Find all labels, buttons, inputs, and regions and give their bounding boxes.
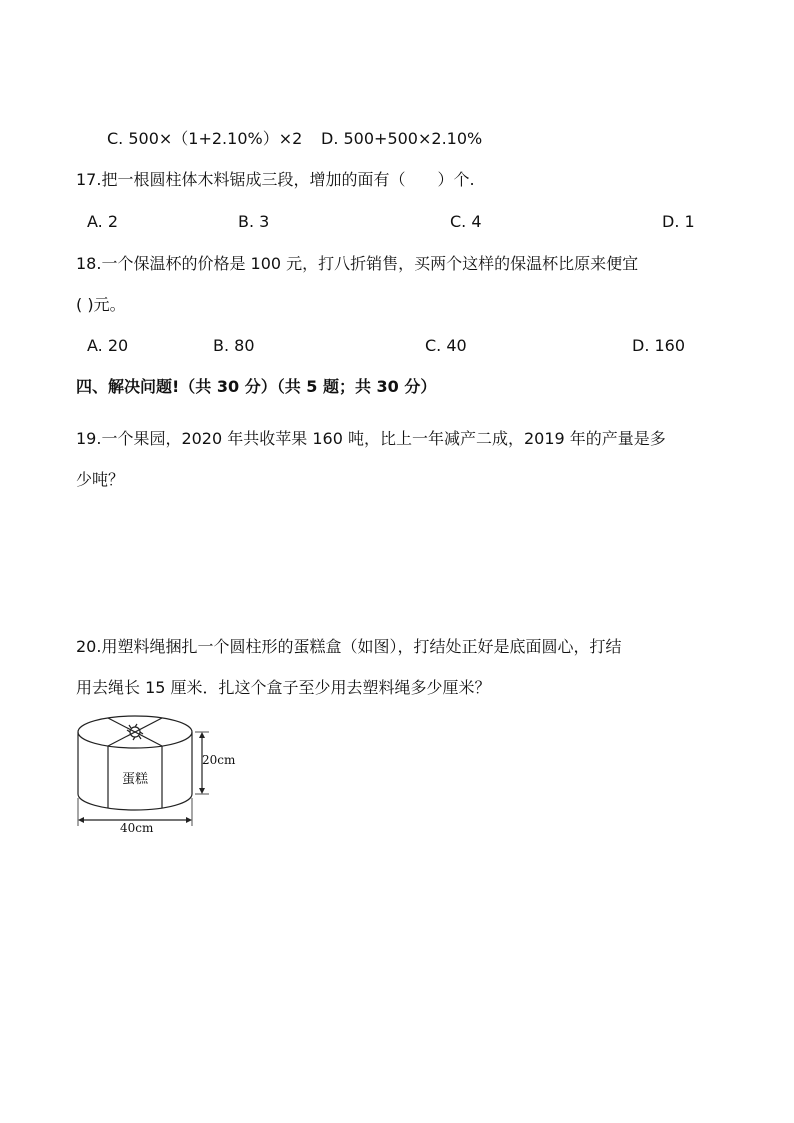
q16-option-d: D. 500+500×2.10% bbox=[321, 129, 483, 148]
cylinder-bottom-arc bbox=[78, 794, 192, 810]
section-heading: 四、解决问题!（共 30 分）（共 5 题；共 30 分） bbox=[76, 377, 437, 396]
diameter-label: 40cm bbox=[120, 821, 154, 834]
height-label: 20cm bbox=[202, 753, 236, 767]
arrow-up-icon bbox=[199, 732, 205, 738]
q17-option-d: D. 1 bbox=[662, 212, 695, 231]
q16-option-c: C. 500×（1+2.10%）×2 bbox=[107, 129, 303, 148]
q20-line2: 用去绳长 15 厘米．扎这个盒子至少用去塑料绳多少厘米？ bbox=[76, 678, 491, 697]
q18-option-c: C. 40 bbox=[425, 336, 467, 355]
box-label: 蛋糕 bbox=[122, 772, 149, 787]
q18-option-a: A. 20 bbox=[87, 336, 129, 355]
q20-line1: 20.用塑料绳捆扎一个圆柱形的蛋糕盒（如图），打结处正好是底面圆心，打结 bbox=[76, 637, 622, 656]
q17-option-c: C. 4 bbox=[450, 212, 482, 231]
q18-stem-line2: ( )元。 bbox=[76, 295, 126, 314]
arrow-left-icon bbox=[78, 817, 84, 823]
cake-box-diagram bbox=[76, 712, 246, 834]
arrow-down-icon bbox=[199, 788, 205, 794]
q17-option-a: A. 2 bbox=[87, 212, 119, 231]
q18-option-d: D. 160 bbox=[632, 336, 686, 355]
q18-option-b: B. 80 bbox=[213, 336, 255, 355]
q18-stem-line1: 18.一个保温杯的价格是 100 元，打八折销售，买两个这样的保温杯比原来便宜 bbox=[76, 254, 639, 273]
q19-line2: 少吨？ bbox=[76, 470, 125, 489]
q19-line1: 19.一个果园，2020 年共收苹果 160 吨，比上一年减产二成，2019 年的产量是多 bbox=[76, 429, 666, 448]
q17-stem: 17.把一根圆柱体木料锯成三段，增加的面有（ ）个. bbox=[76, 170, 475, 189]
arrow-right-icon bbox=[186, 817, 192, 823]
cake-box-figure bbox=[76, 712, 246, 834]
q17-option-b: B. 3 bbox=[238, 212, 270, 231]
